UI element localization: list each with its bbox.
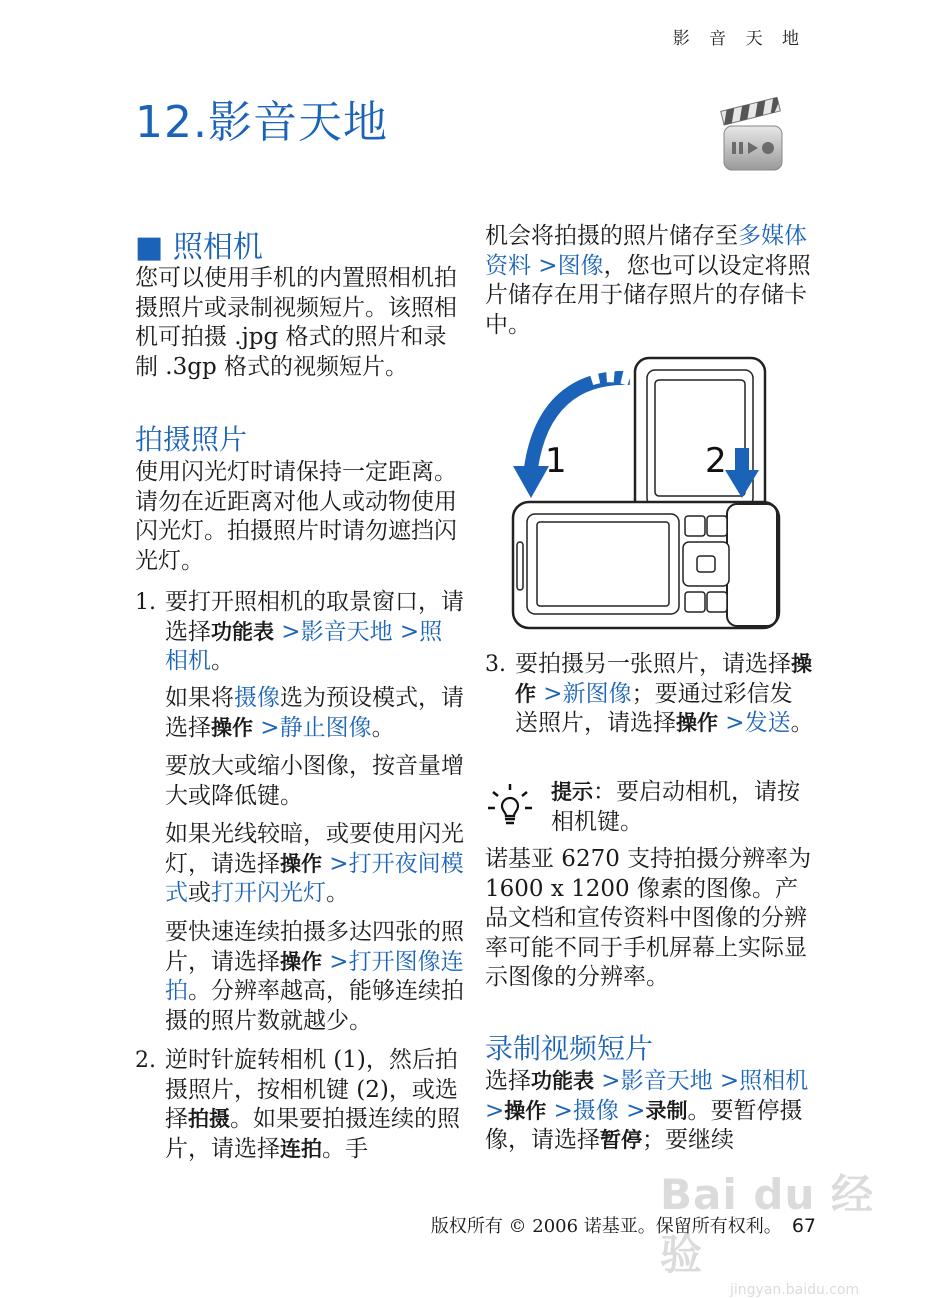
copyright-text: 版权所有 © 2006 诺基亚。保留所有权利。 [430, 1216, 782, 1237]
sub-text: 要快速连续拍摄多达四张的照片，请选择 [165, 919, 464, 975]
menu-label: 功能表 [211, 619, 274, 644]
link-camera[interactable]: 照相机 [739, 1068, 809, 1094]
storage-paragraph [485, 222, 815, 340]
step-2-text-c: 。手 [322, 1135, 368, 1162]
step-3-text-c: 。 [790, 710, 814, 736]
tip-text [551, 777, 813, 837]
separator: > [594, 1068, 621, 1094]
link-video[interactable]: 摄像 [572, 1097, 619, 1124]
sub-text: 或 [188, 880, 211, 906]
storage-text-a: 机会将拍摄的照片储存至 [485, 223, 738, 249]
step-1-text [165, 588, 465, 677]
link-media[interactable]: 影音天地 [620, 1068, 713, 1094]
separator: > [531, 252, 558, 279]
step-3-number: 3. [485, 652, 506, 677]
video-text: ；要继续 [642, 1127, 734, 1153]
link-camera[interactable]: 照相机 [165, 618, 443, 674]
chapter-name: 影音天地 [207, 97, 388, 148]
page-footer [431, 1212, 816, 1238]
capture-label: 拍摄 [188, 1107, 230, 1131]
phone-rotation-figure [505, 356, 805, 638]
options-label: 操作 [676, 711, 718, 735]
record-label: 录制 [645, 1098, 688, 1123]
step-1-sub-4 [165, 918, 465, 1036]
link-new-image[interactable]: 新图像 [562, 680, 632, 707]
step-3-text-a: 要拍摄另一张照片，请选择 [515, 651, 791, 677]
storage-text-b: ，您也可以设定将照片储存在用于储存照片的存储卡中。 [485, 252, 811, 338]
options-label: 操作 [280, 851, 322, 876]
step-1-sub-1 [165, 684, 465, 743]
camera-heading: ■ 照相机 [135, 230, 263, 265]
watermark-logo: Bai du 经验 [660, 1170, 874, 1279]
sub-text: 选为预设模式，请选择 [165, 685, 464, 741]
sub-text: 。 [326, 880, 349, 906]
running-header: 影 音 天 地 [672, 29, 806, 49]
separator: > [253, 714, 280, 741]
link-media[interactable]: 影音天地 [300, 618, 393, 645]
separator: > [718, 710, 745, 736]
step-3-text [515, 650, 815, 739]
sub-text: 。分辨率越高，能够连续拍摄的照片数就越少。 [165, 978, 464, 1034]
take-photo-heading: 拍摄照片 [135, 423, 248, 456]
separator: > [618, 1097, 646, 1124]
link-night-mode[interactable]: 打开夜间模式 [165, 850, 464, 906]
pause-label: 暂停 [600, 1128, 642, 1152]
link-images[interactable]: 图像 [557, 252, 604, 279]
link-still-image[interactable]: 静止图像 [279, 714, 372, 741]
separator: > [322, 948, 349, 975]
separator: > [712, 1068, 740, 1094]
step-2-text [165, 1046, 465, 1164]
camera-intro: 您可以使用手机的内置照相机拍摄照片或录制视频短片。该照相机可拍摄 .jpg 格式的照片和录制 .3gp 格式的视频短片。 [135, 265, 457, 380]
step-2-text-a: 逆时针旋转相机 (1)，然后拍摄照片，按相机键 (2)，或选择 [165, 1047, 458, 1132]
sub-text: 如果将 [165, 685, 234, 711]
video-text: 。要暂停摄像，请选择 [485, 1097, 803, 1153]
link-burst-mode[interactable]: 打开图像连拍 [165, 948, 464, 1004]
clapperboard-icon [718, 96, 788, 174]
step-2-text-b: 。如果要拍摄连续的照片，请选择 [165, 1106, 460, 1162]
chapter-number: 12. [135, 97, 208, 148]
tip-label: 提示 [551, 780, 593, 804]
step-1-text-b: 。 [211, 648, 234, 674]
options-label: 操作 [515, 652, 812, 706]
page-number: 67 [791, 1215, 816, 1237]
record-video-text [485, 1067, 815, 1156]
link-flash[interactable]: 打开闪光灯 [211, 880, 326, 906]
step-2-number: 2. [135, 1048, 156, 1073]
options-label: 操作 [504, 1098, 547, 1123]
sub-text: 如果光线较暗，或要使用闪光灯，请选择 [165, 821, 464, 877]
record-video-heading: 录制视频短片 [485, 1032, 654, 1065]
separator: > [546, 1097, 573, 1124]
step-1-sub-3 [165, 820, 465, 909]
chapter-title [135, 86, 388, 150]
options-label: 操作 [280, 949, 322, 974]
separator: > [536, 680, 563, 707]
video-text: 选择 [485, 1068, 531, 1094]
step-1-text-a: 要打开照相机的取景窗口，请选择 [165, 589, 464, 645]
tip-body: ：要启动相机，请按相机键。 [551, 779, 800, 835]
link-gallery[interactable]: 多媒体资料 [485, 223, 807, 279]
take-photo-intro: 使用闪光灯时请保持一定距离。请勿在近距离对他人或动物使用闪光灯。拍摄照片时请勿遮挡闪光灯。 [135, 459, 457, 574]
lightbulb-icon [487, 782, 533, 828]
figure-label-1: 1 [545, 441, 567, 481]
menu-label: 功能表 [531, 1069, 594, 1093]
step-1-number: 1. [135, 590, 156, 615]
watermark-url: jingyan.baidu.com [730, 1282, 860, 1298]
resolution-paragraph: 诺基亚 6270 支持拍摄分辨率为 1600 x 1200 像素的图像。产品文档和宣传资料中图像的分辨率可能不同于手机屏幕上实际显示图像的分辨率。 [485, 846, 812, 990]
sub-text: 。 [371, 714, 395, 741]
figure-label-2: 2 [705, 441, 727, 481]
separator: > [392, 618, 420, 645]
options-label: 操作 [211, 715, 253, 740]
step-3-text-b: ；要通过彩信发送照片，请选择 [515, 680, 793, 736]
step-1-sub-2: 要放大或缩小图像，按音量增大或降低键。 [165, 753, 464, 809]
link-send[interactable]: 发送 [744, 710, 791, 736]
separator: > [322, 850, 349, 877]
link-video[interactable]: 摄像 [234, 685, 280, 711]
separator: > [485, 1097, 505, 1124]
separator: > [274, 618, 301, 645]
burst-label: 连拍 [280, 1136, 322, 1161]
